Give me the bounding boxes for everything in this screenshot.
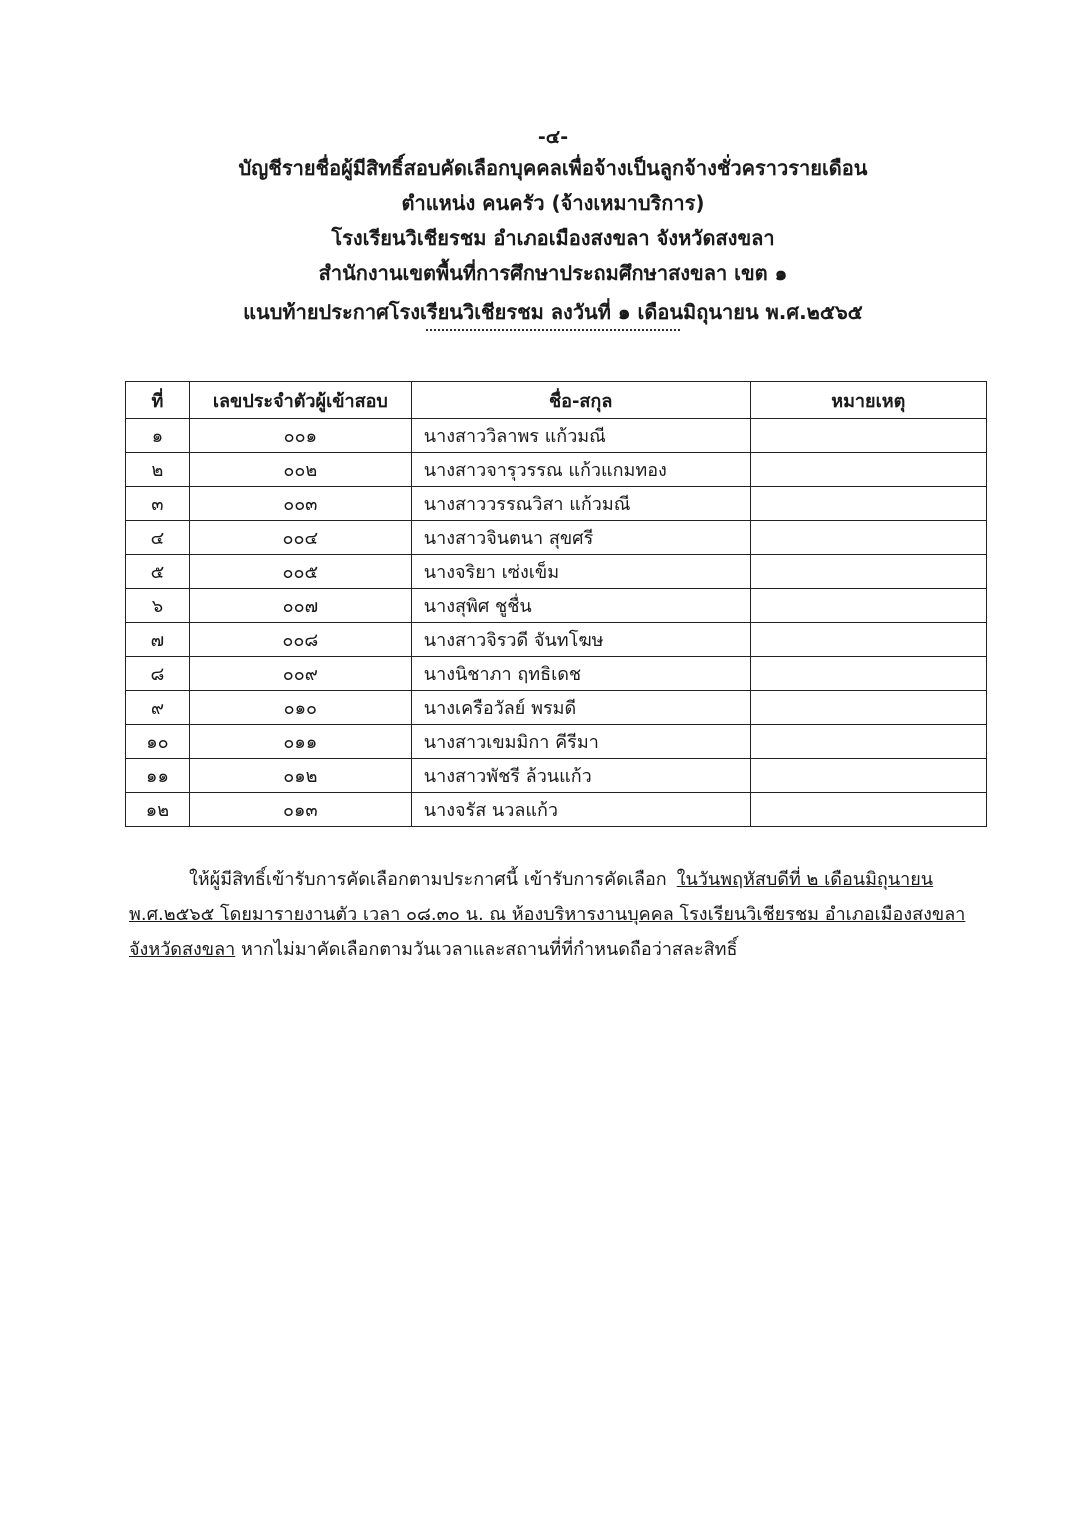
cell-remark (750, 419, 986, 453)
cell-exam-id: ๐๑๓ (189, 793, 411, 827)
cell-name: นางสาวจิรวดี จันทโฆษ (411, 623, 750, 657)
cell-remark (750, 725, 986, 759)
table-row (126, 419, 987, 453)
cell-remark (750, 691, 986, 725)
notice-forfeit: หากไม่มาคัดเลือกตามวันเวลาและสถานที่ที่กำหนดถือว่าสละสิทธิ์ (240, 939, 738, 960)
cell-remark (750, 759, 986, 793)
notice-line-3 (129, 932, 981, 967)
table-row (126, 657, 987, 691)
cell-no: ๖ (126, 589, 190, 623)
position-heading: ตำแหน่ง คนครัว (จ้างเหมาบริการ) (401, 191, 705, 215)
office-heading: สำนักงานเขตพื้นที่การศึกษาประถมศึกษาสงขลา เขต ๑ (318, 261, 788, 285)
cell-no: ๒ (126, 453, 190, 487)
table-header-row (126, 382, 987, 419)
cell-exam-id: ๐๐๙ (189, 657, 411, 691)
notice-province: จังหวัดสงขลา (129, 939, 236, 960)
cell-no: ๑๐ (126, 725, 190, 759)
cell-remark (750, 487, 986, 521)
header-exam-id: เลขประจำตัวผู้เข้าสอบ (189, 382, 411, 419)
cell-exam-id: ๐๐๒ (189, 453, 411, 487)
cell-name: นางสาวพัชรี ล้วนแก้ว (411, 759, 750, 793)
cell-no: ๓ (126, 487, 190, 521)
cell-exam-id: ๐๑๒ (189, 759, 411, 793)
cell-no: ๑๑ (126, 759, 190, 793)
table-row (126, 589, 987, 623)
attachment-heading: แนบท้ายประกาศโรงเรียนวิเชียรชม ลงวันที่ ๑ เดือนมิถุนายน พ.ศ.๒๕๖๕ (243, 300, 863, 324)
header-name: ชื่อ-สกุล (411, 382, 750, 419)
cell-name: นางนิชาภา ฤทธิเดช (411, 657, 750, 691)
table-row (126, 453, 987, 487)
cell-exam-id: ๐๐๗ (189, 589, 411, 623)
document-title: บัญชีรายชื่อผู้มีสิทธิ์สอบคัดเลือกบุคคลเพื่อจ้างเป็นลูกจ้างชั่วคราวรายเดือน (238, 156, 868, 180)
table-row (126, 759, 987, 793)
cell-no: ๑ (126, 419, 190, 453)
cell-name: นางสาวจินตนา สุขศรี (411, 521, 750, 555)
notice-line-1 (129, 862, 981, 897)
cell-no: ๗ (126, 623, 190, 657)
cell-remark (750, 453, 986, 487)
cell-exam-id: ๐๑๐ (189, 691, 411, 725)
cell-exam-id: ๐๐๓ (189, 487, 411, 521)
candidate-table (125, 381, 987, 827)
cell-exam-id: ๐๐๘ (189, 623, 411, 657)
notice-text: ให้ผู้มีสิทธิ์เข้ารับการคัดเลือกตามประกาศนี้ เข้ารับการคัดเลือก (189, 869, 667, 890)
header-no: ที่ (126, 382, 190, 419)
cell-remark (750, 521, 986, 555)
cell-name: นางจริยา เซ่งเข็ม (411, 555, 750, 589)
cell-name: นางจรัส นวลแก้ว (411, 793, 750, 827)
cell-exam-id: ๐๑๑ (189, 725, 411, 759)
cell-no: ๘ (126, 657, 190, 691)
notice-date: ในวันพฤหัสบดีที่ ๒ เดือนมิถุนายน (676, 869, 934, 890)
cell-name: นางสาวเขมมิกา คีรีมา (411, 725, 750, 759)
cell-remark (750, 793, 986, 827)
cell-no: ๑๒ (126, 793, 190, 827)
table-row (126, 555, 987, 589)
header-remark: หมายเหตุ (750, 382, 986, 419)
cell-remark (750, 589, 986, 623)
cell-no: ๕ (126, 555, 190, 589)
cell-name: นางเครือวัลย์ พรมดี (411, 691, 750, 725)
cell-exam-id: ๐๐๔ (189, 521, 411, 555)
table-row (126, 725, 987, 759)
dotted-divider (426, 329, 680, 331)
cell-remark (750, 623, 986, 657)
table-row (126, 487, 987, 521)
cell-name: นางสุพิศ ชูชื่น (411, 589, 750, 623)
notice-time-place: พ.ศ.๒๕๖๕ โดยมารายงานตัว เวลา ๐๘.๓๐ น. ณ ห้องบริหารงานบุคคล โรงเรียนวิเชียรชม อำเภอเมืองสงขลา (129, 904, 966, 925)
table-row (126, 691, 987, 725)
school-heading: โรงเรียนวิเชียรชม อำเภอเมืองสงขลา จังหวัดสงขลา (331, 226, 775, 250)
notice-paragraph (129, 862, 981, 967)
cell-remark (750, 555, 986, 589)
page-number: -๔- (537, 126, 569, 148)
cell-remark (750, 657, 986, 691)
cell-exam-id: ๐๐๑ (189, 419, 411, 453)
cell-no: ๔ (126, 521, 190, 555)
notice-line-2 (129, 897, 981, 932)
table-row (126, 623, 987, 657)
table-row (126, 793, 987, 827)
cell-name: นางสาวจารุวรรณ แก้วแกมทอง (411, 453, 750, 487)
table-row (126, 521, 987, 555)
cell-no: ๙ (126, 691, 190, 725)
cell-exam-id: ๐๐๕ (189, 555, 411, 589)
cell-name: นางสาววิลาพร แก้วมณี (411, 419, 750, 453)
cell-name: นางสาววรรณวิสา แก้วมณี (411, 487, 750, 521)
